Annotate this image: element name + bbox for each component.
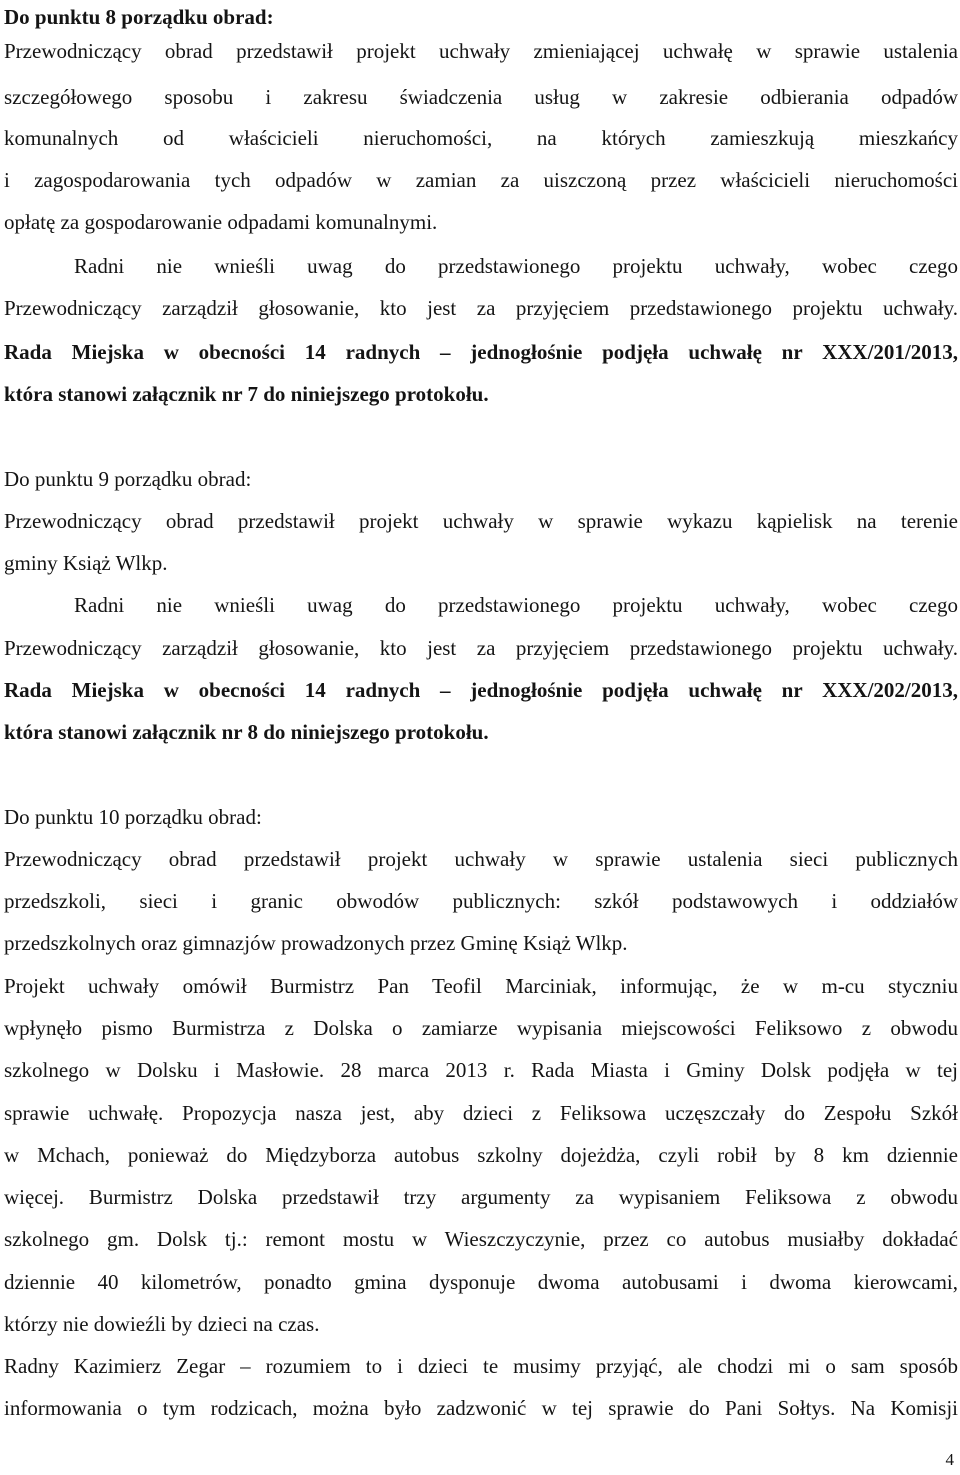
heading-punkt-9: Do punktu 9 porządku obrad: <box>4 467 252 491</box>
text-line: i zagospodarowania tych odpadów w zamian za uiszczoną przez właścicieli nieruchomości <box>4 168 958 192</box>
text-line: Radni nie wnieśli uwag do przedstawionego projektu uchwały, wobec czego <box>74 254 958 278</box>
page-number: 4 <box>945 1450 954 1469</box>
text-line: Radni nie wnieśli uwag do przedstawionego projektu uchwały, wobec czego <box>74 593 958 617</box>
text-line: Przewodniczący obrad przedstawił projekt uchwały w sprawie ustalenia sieci publicznych <box>4 847 958 871</box>
resolution-line: która stanowi załącznik nr 8 do niniejszego protokołu. <box>4 720 489 744</box>
text-line: szkolnego w Dolsku i Masłowie. 28 marca 2013 r. Rada Miasta i Gminy Dolsk podjęła w tej <box>4 1058 958 1082</box>
text-line: gminy Książ Wlkp. <box>4 551 168 575</box>
text-line: Przewodniczący obrad przedstawił projekt uchwały zmieniającej uchwałę w sprawie ustalenia <box>4 39 958 63</box>
text-line: więcej. Burmistrz Dolska przedstawił trzy argumenty za wypisaniem Feliksowa z obwodu <box>4 1185 958 1209</box>
text-line: przedszkoli, sieci i granic obwodów publicznych: szkół podstawowych i oddziałów <box>4 889 958 913</box>
text-line: komunalnych od właścicieli nieruchomości, na których zamieszkują mieszkańcy <box>4 126 958 150</box>
text-line: przedszkolnych oraz gimnazjów prowadzonych przez Gminę Książ Wlkp. <box>4 931 628 955</box>
text-line: informowania o tym rodzicach, można było zadzwonić w tej sprawie do Pani Sołtys. Na Komisji <box>4 1396 958 1420</box>
resolution-line: która stanowi załącznik nr 7 do niniejszego protokołu. <box>4 382 489 406</box>
resolution-line: Rada Miejska w obecności 14 radnych – jednogłośnie podjęła uchwałę nr XXX/201/2013, <box>4 340 958 364</box>
heading-punkt-8: Do punktu 8 porządku obrad: <box>4 5 274 29</box>
text-line: w Mchach, ponieważ do Międzyborza autobus szkolny dojeżdża, czyli robił by 8 km dziennie <box>4 1143 958 1167</box>
text-line: wpłynęło pismo Burmistrza z Dolska o zamiarze wypisania miejscowości Feliksowo z obwodu <box>4 1016 958 1040</box>
text-line: Radny Kazimierz Zegar – rozumiem to i dzieci te musimy przyjąć, ale chodzi mi o sam sposób <box>4 1354 958 1378</box>
text-line: Przewodniczący zarządził głosowanie, kto jest za przyjęciem przedstawionego projektu uchwały. <box>4 636 958 660</box>
text-line: szczegółowego sposobu i zakresu świadczenia usług w zakresie odbierania odpadów <box>4 85 958 109</box>
text-line: Projekt uchwały omówił Burmistrz Pan Teofil Marciniak, informując, że w m-cu styczniu <box>4 974 958 998</box>
resolution-line: Rada Miejska w obecności 14 radnych – jednogłośnie podjęła uchwałę nr XXX/202/2013, <box>4 678 958 702</box>
heading-punkt-10: Do punktu 10 porządku obrad: <box>4 805 262 829</box>
text-line: dziennie 40 kilometrów, ponadto gmina dysponuje dwoma autobusami i dwoma kierowcami, <box>4 1270 958 1294</box>
text-line: szkolnego gm. Dolsk tj.: remont mostu w Wieszczyczynie, przez co autobus musiałby dokładać <box>4 1227 958 1251</box>
text-line: Przewodniczący zarządził głosowanie, kto jest za przyjęciem przedstawionego projektu uchwały. <box>4 296 958 320</box>
text-line: sprawie uchwałę. Propozycja nasza jest, aby dzieci z Feliksowa uczęszczały do Zespołu Szkół <box>4 1101 958 1125</box>
text-line: którzy nie dowieźli by dzieci na czas. <box>4 1312 320 1336</box>
text-line: opłatę za gospodarowanie odpadami komunalnymi. <box>4 210 438 234</box>
text-line: Przewodniczący obrad przedstawił projekt uchwały w sprawie wykazu kąpielisk na terenie <box>4 509 958 533</box>
